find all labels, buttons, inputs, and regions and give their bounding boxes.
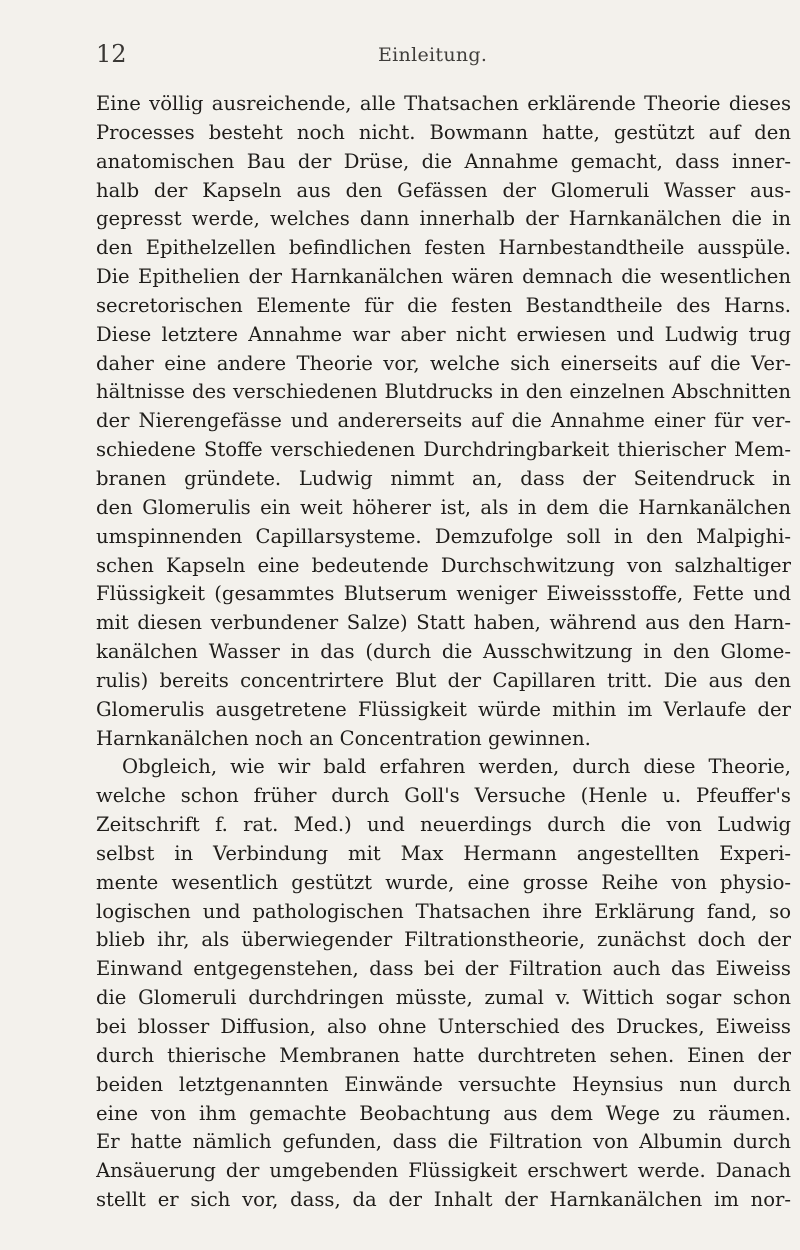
text-line: die Glomeruli durchdringen müsste, zumal v. Wittich sogar schon bbox=[96, 986, 791, 1010]
text-line: durch thierische Membranen hatte durchtreten sehen. Einen der bbox=[96, 1043, 791, 1067]
body-text bbox=[96, 90, 791, 1215]
text-line: kanälchen Wasser in das (durch die Ausschwitzung in den Glome- bbox=[96, 640, 791, 664]
text-line: beiden letztgenannten Einwände versuchte Heynsius nun durch bbox=[96, 1072, 791, 1096]
text-line: welche schon früher durch Goll's Versuche (Henle u. Pfeuffer's bbox=[96, 784, 791, 808]
text-line: rulis) bereits concentrirtere Blut der Capillaren tritt. Die aus den bbox=[96, 668, 791, 692]
text-line: hältnisse des verschiedenen Blutdrucks in den einzelnen Abschnitten bbox=[96, 380, 791, 404]
text-line: Zeitschrift f. rat. Med.) und neuerdings durch die von Ludwig bbox=[96, 813, 791, 837]
running-title: Einleitung. bbox=[378, 44, 488, 66]
text-line: secretorischen Elemente für die festen Bestandtheile des Harns. bbox=[96, 293, 791, 317]
text-line: daher eine andere Theorie vor, welche sich einerseits auf die Ver- bbox=[96, 351, 791, 375]
text-line: umspinnenden Capillarsysteme. Demzufolge soll in den Malpighi- bbox=[96, 524, 791, 548]
text-line: Flüssigkeit (gesammtes Blutserum weniger Eiweissstoffe, Fette und bbox=[96, 582, 791, 606]
page-number: 12 bbox=[96, 40, 127, 68]
text-line: stellt er sich vor, dass, da der Inhalt der Harnkanälchen im nor- bbox=[96, 1188, 791, 1212]
text-line: schen Kapseln eine bedeutende Durchschwitzung von salzhaltiger bbox=[96, 553, 791, 577]
text-line: den Glomerulis ein weit höherer ist, als in dem die Harnkanälchen bbox=[96, 495, 791, 519]
text-line: anatomischen Bau der Drüse, die Annahme gemacht, dass inner- bbox=[96, 149, 791, 173]
text-line: halb der Kapseln aus den Gefässen der Glomeruli Wasser aus- bbox=[96, 178, 791, 202]
text-line: eine von ihm gemachte Beobachtung aus dem Wege zu räumen. bbox=[96, 1101, 791, 1125]
text-line: bei blosser Diffusion, also ohne Unterschied des Druckes, Eiweiss bbox=[96, 1015, 791, 1038]
text-line: Ansäuerung der umgebenden Flüssigkeit erschwert werde. Danach bbox=[96, 1159, 791, 1183]
text-line: logischen und pathologischen Thatsachen ihre Erklärung fand, so bbox=[96, 899, 791, 923]
text-line: Er hatte nämlich gefunden, dass die Filtration von Albumin durch bbox=[96, 1130, 791, 1154]
text-line: selbst in Verbindung mit Max Hermann angestellten Experi- bbox=[96, 841, 791, 865]
text-line: Die Epithelien der Harnkanälchen wären demnach die wesentlichen bbox=[96, 265, 791, 289]
text-line: gepresst werde, welches dann innerhalb der Harnkanälchen die in bbox=[96, 207, 791, 231]
text-line: blieb ihr, als überwiegender Filtrationstheorie, zunächst doch der bbox=[96, 928, 791, 952]
text-line: mit diesen verbundener Salze) Statt haben, während aus den Harn- bbox=[96, 611, 791, 635]
text-line: der Nierengefässe und andererseits auf die Annahme einer für ver- bbox=[96, 409, 791, 433]
text-line: Diese letztere Annahme war aber nicht erwiesen und Ludwig trug bbox=[96, 322, 791, 346]
paragraph-first-line: Obgleich, wie wir bald erfahren werden, durch diese Theorie, bbox=[122, 755, 791, 779]
text-line: schiedene Stoffe verschiedenen Durchdringbarkeit thierischer Mem- bbox=[96, 438, 791, 462]
text-line: Glomerulis ausgetretene Flüssigkeit würde mithin im Verlaufe der bbox=[96, 697, 791, 721]
text-line: mente wesentlich gestützt wurde, eine grosse Reihe von physio- bbox=[96, 870, 791, 894]
text-line: Eine völlig ausreichende, alle Thatsachen erklärende Theorie dieses bbox=[96, 92, 791, 115]
text-line: Einwand entgegenstehen, dass bei der Filtration auch das Eiweiss bbox=[96, 957, 791, 981]
page-header bbox=[0, 40, 800, 80]
text-line: Processes besteht noch nicht. Bowmann hatte, gestützt auf den bbox=[96, 120, 791, 144]
paragraph-last-line: Harnkanälchen noch an Concentration gewinnen. bbox=[96, 726, 591, 750]
text-line: branen gründete. Ludwig nimmt an, dass der Seitendruck in bbox=[96, 466, 791, 490]
text-line: den Epithelzellen befindlichen festen Harnbestandtheile ausspüle. bbox=[96, 236, 791, 260]
